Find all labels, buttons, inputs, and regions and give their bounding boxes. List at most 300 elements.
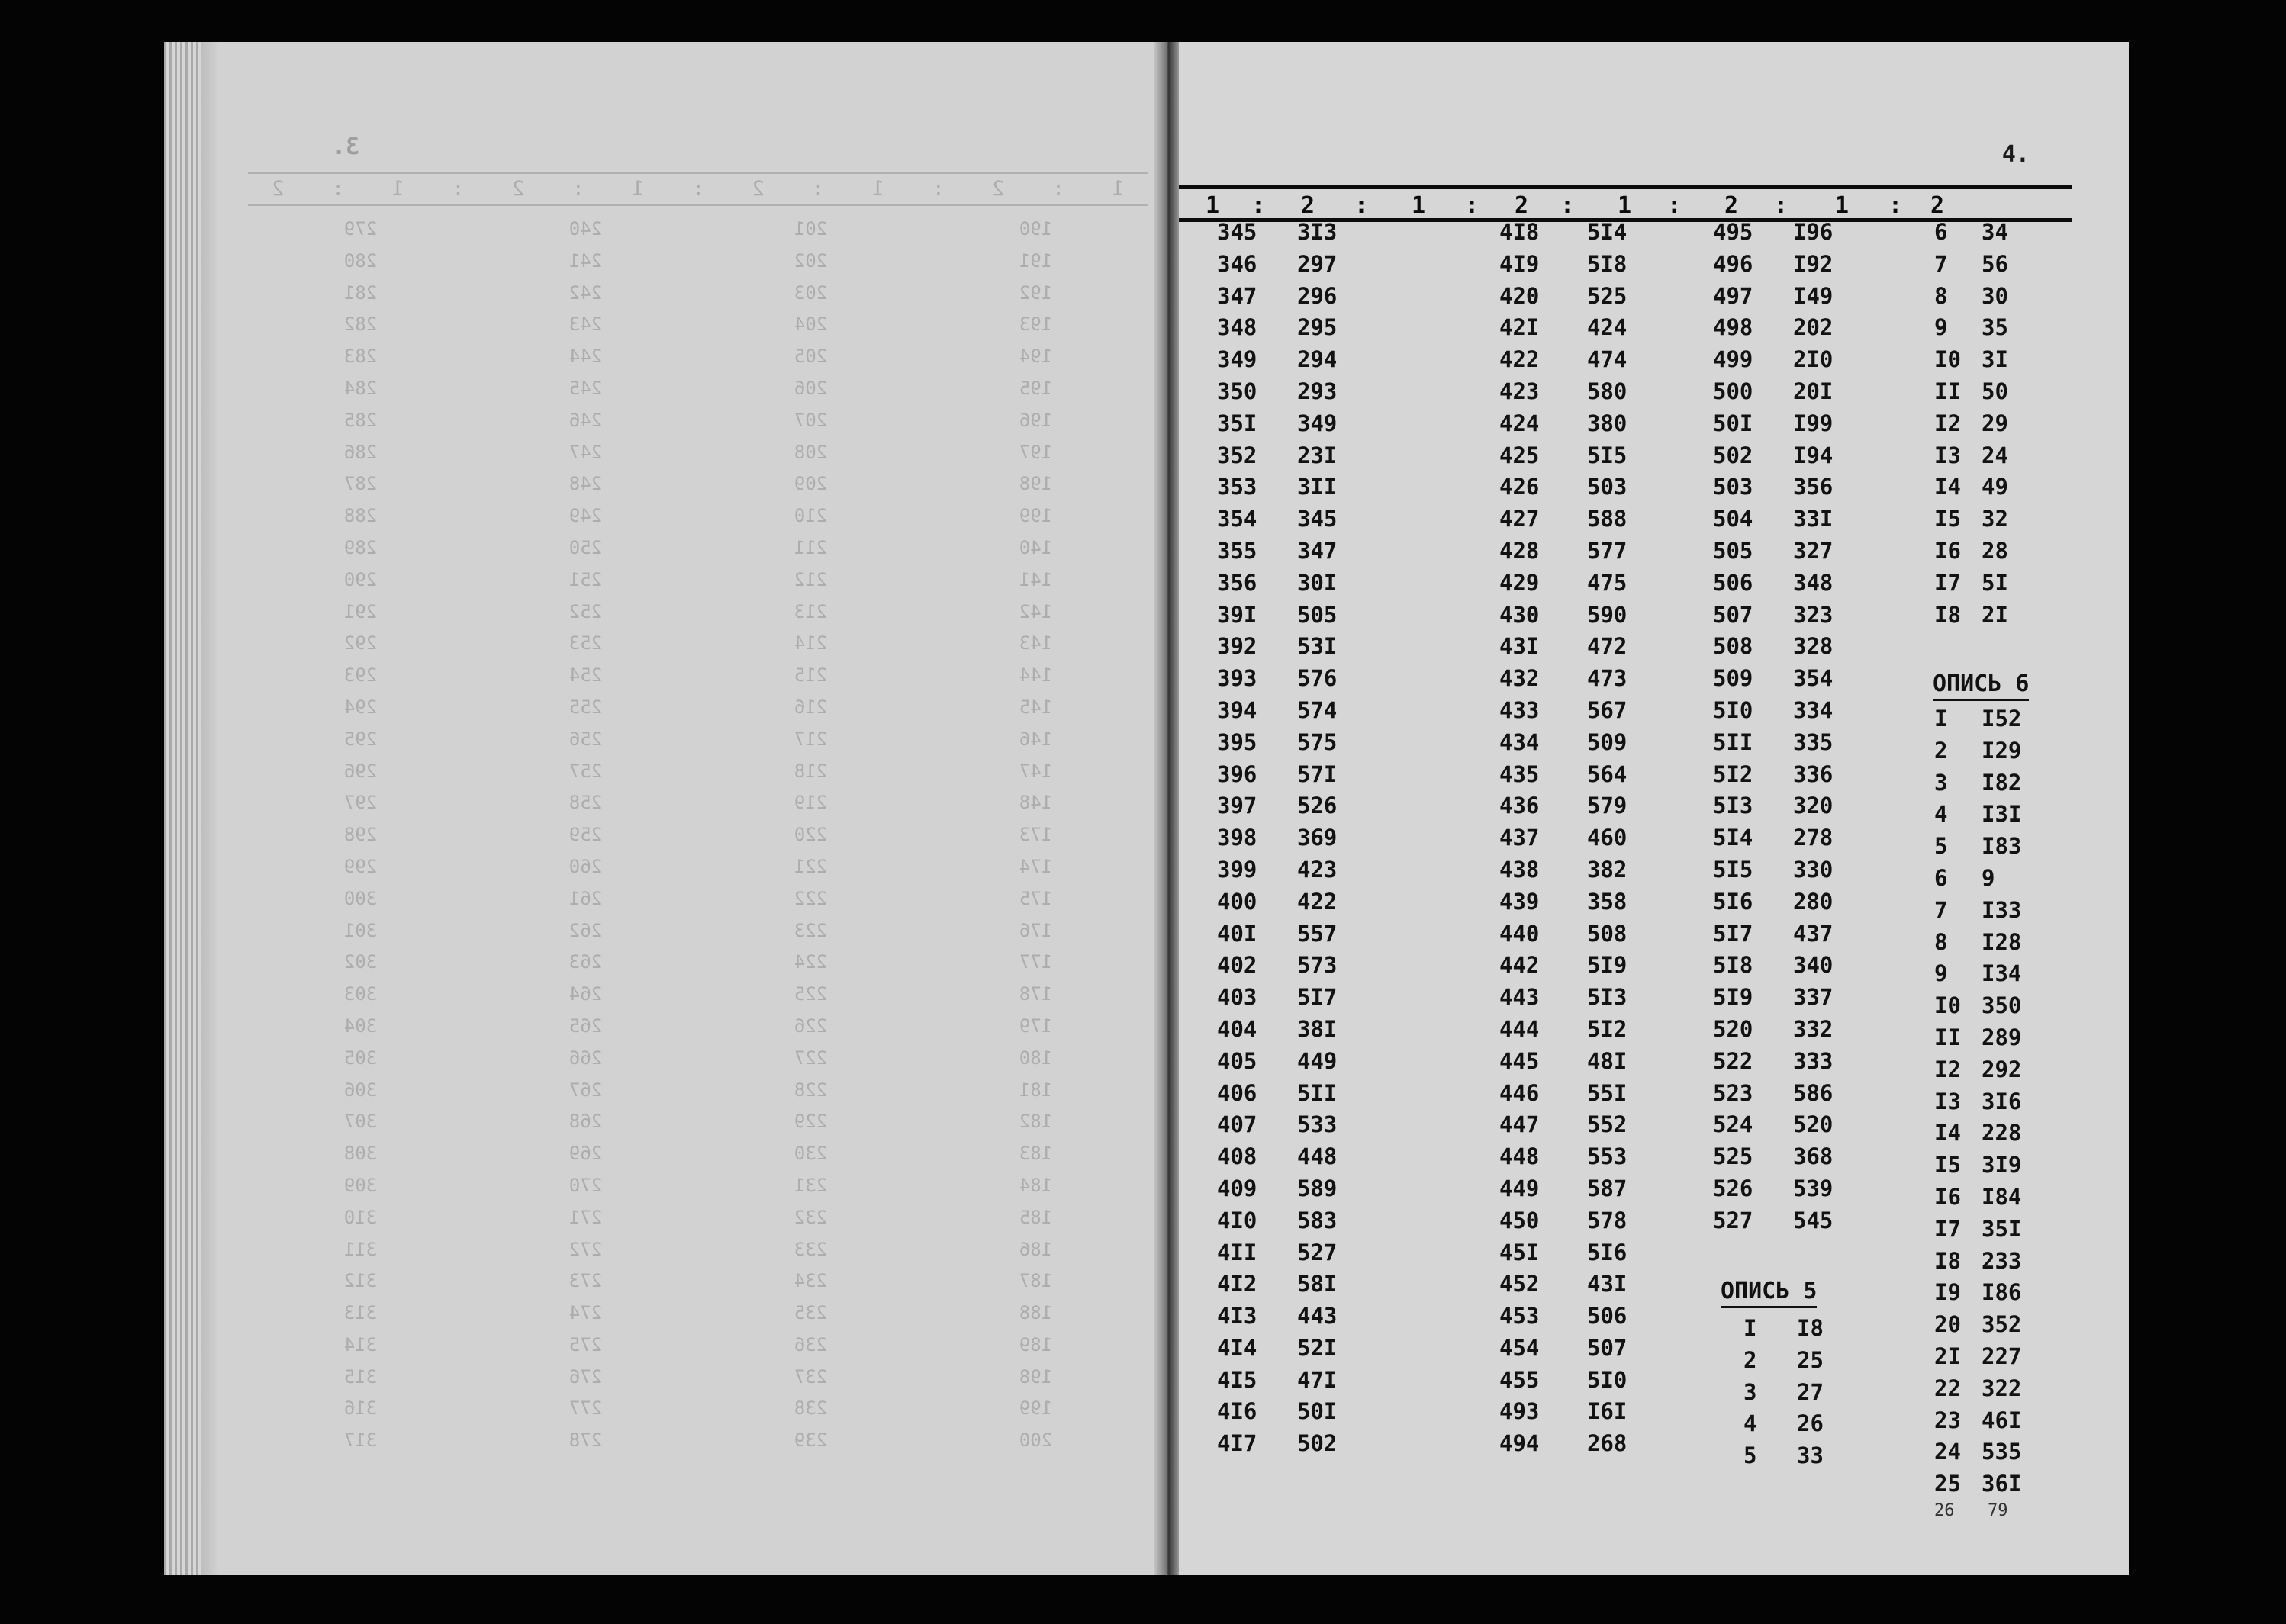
bleed-value: 209 [794, 473, 828, 495]
number-cell: 520 [1793, 1111, 1834, 1138]
number-cell: 53I [1297, 633, 1338, 660]
bleed-value: 216 [794, 696, 828, 718]
number-cell: 336 [1793, 761, 1834, 787]
bleed-value: 142 [1019, 600, 1053, 622]
header-cell: 2 [1301, 192, 1315, 219]
bleed-value: 242 [568, 281, 603, 304]
number-cell: I29 [1982, 737, 2022, 764]
number-cell: 294 [1297, 346, 1338, 373]
number-cell: 358 [1587, 888, 1628, 915]
number-cell: 4I7 [1217, 1430, 1257, 1457]
number-cell: 508 [1713, 633, 1753, 660]
bleed-value: 198 [1019, 1365, 1053, 1388]
number-cell: 345 [1297, 506, 1338, 532]
number-cell: 278 [1793, 825, 1834, 851]
number-cell: 448 [1499, 1143, 1540, 1170]
bleed-value: 235 [794, 1302, 828, 1324]
number-cell: 9 [1934, 314, 1948, 341]
bleed-value: 266 [568, 1047, 603, 1069]
number-cell: 409 [1217, 1175, 1257, 1201]
bleed-value: 199 [1019, 505, 1053, 527]
number-cell: 454 [1499, 1334, 1540, 1361]
number-cell: 447 [1499, 1111, 1540, 1138]
number-cell: 23I [1297, 442, 1338, 468]
bleed-value: 212 [794, 568, 828, 590]
number-cell: 526 [1297, 793, 1338, 819]
number-cell: 5II [1713, 728, 1753, 755]
bleed-value: 255 [568, 696, 603, 718]
bleed-value: 227 [794, 1047, 828, 1069]
number-cell: 435 [1499, 761, 1540, 787]
number-cell: I83 [1982, 833, 2022, 860]
bleed-header-cell: : [572, 177, 584, 201]
number-cell: 535 [1982, 1439, 2022, 1465]
page-edge-shadow [201, 42, 217, 1575]
bleed-value: 264 [568, 983, 603, 1005]
number-cell: 445 [1499, 1047, 1540, 1074]
number-cell: I [1743, 1315, 1757, 1341]
number-cell: 493 [1499, 1398, 1540, 1425]
number-cell: 46I [1982, 1407, 2022, 1433]
bleed-value: 194 [1019, 346, 1053, 368]
number-cell: 557 [1297, 920, 1338, 947]
number-cell: I [1934, 706, 1948, 732]
number-cell: 583 [1297, 1207, 1338, 1233]
bleed-value: 290 [343, 568, 378, 590]
bleed-value: 279 [343, 218, 378, 240]
number-cell: 437 [1793, 920, 1834, 947]
bleed-value: 301 [343, 919, 378, 941]
number-cell: 505 [1297, 601, 1338, 628]
bleed-value: 288 [343, 505, 378, 527]
bleed-value: 298 [343, 824, 378, 846]
number-cell: 34 [1982, 219, 2008, 245]
number-cell: 348 [1793, 569, 1834, 596]
bleed-value: 277 [568, 1397, 603, 1420]
number-cell: 588 [1587, 506, 1628, 532]
bleed-header-cell: 1 [871, 177, 885, 201]
number-cell: 432 [1499, 665, 1540, 692]
number-cell: 494 [1499, 1430, 1540, 1457]
bleed-value: 210 [794, 505, 828, 527]
number-cell: 380 [1587, 410, 1628, 436]
number-cell: 268 [1587, 1430, 1628, 1457]
number-cell: 3I3 [1297, 219, 1338, 245]
number-cell: 429 [1499, 569, 1540, 596]
number-cell: 576 [1297, 665, 1338, 692]
number-cell: 354 [1217, 506, 1257, 532]
number-cell: 450 [1499, 1207, 1540, 1233]
bleed-value: 284 [343, 377, 378, 399]
bleed-value: 191 [1019, 249, 1053, 272]
number-cell: 393 [1217, 665, 1257, 692]
number-cell: 7 [1934, 250, 1948, 277]
number-cell: 424 [1587, 314, 1628, 341]
bleed-value: 291 [343, 600, 378, 622]
number-cell: 24 [1934, 1439, 1961, 1465]
number-cell: 504 [1713, 506, 1753, 532]
left-page-number: 3. [332, 133, 360, 160]
number-cell: 2I [1934, 1343, 1961, 1369]
bleed-value: 297 [343, 792, 378, 814]
number-cell: 422 [1297, 888, 1338, 915]
number-cell: 449 [1499, 1175, 1540, 1201]
number-cell: 434 [1499, 728, 1540, 755]
header-cell: : [1667, 192, 1682, 219]
number-cell: 509 [1713, 665, 1753, 692]
number-cell: 350 [1982, 992, 2022, 1019]
number-cell: 5 [1934, 833, 1948, 860]
number-cell: 406 [1217, 1079, 1257, 1106]
bleed-value: 176 [1019, 919, 1053, 941]
bleed-value: 197 [1019, 441, 1053, 463]
number-cell: 43I [1587, 1271, 1628, 1298]
number-cell: 35 [1982, 314, 2008, 341]
bleed-header-cell: 1 [391, 177, 404, 201]
number-cell: 346 [1217, 250, 1257, 277]
number-cell: I94 [1793, 442, 1834, 468]
number-cell: 3I9 [1982, 1152, 2022, 1179]
header-cell: : [1465, 192, 1479, 219]
number-cell: 8 [1934, 282, 1948, 309]
number-cell: 40I [1217, 920, 1257, 947]
number-cell: 43I [1499, 633, 1540, 660]
number-cell: 3 [1743, 1378, 1757, 1405]
bleed-value: 280 [343, 249, 378, 272]
bleed-value: 271 [568, 1206, 603, 1228]
number-cell: 5I6 [1587, 1239, 1628, 1265]
number-cell: 395 [1217, 728, 1257, 755]
number-cell: 527 [1297, 1239, 1338, 1265]
bleed-value: 308 [343, 1143, 378, 1165]
number-cell: 400 [1217, 888, 1257, 915]
bleed-value: 303 [343, 983, 378, 1005]
number-cell: 509 [1587, 728, 1628, 755]
number-cell: 444 [1499, 1015, 1540, 1042]
number-cell: 553 [1587, 1143, 1628, 1170]
number-cell: I0 [1934, 346, 1961, 373]
number-cell: I3 [1934, 1088, 1961, 1114]
bleed-value: 262 [568, 919, 603, 941]
number-cell: 525 [1587, 282, 1628, 309]
bleed-value: 231 [794, 1174, 828, 1196]
number-cell: 38I [1297, 1015, 1338, 1042]
bleed-value: 261 [568, 887, 603, 909]
number-cell: I4 [1934, 474, 1961, 500]
bleed-value: 199 [1019, 1397, 1053, 1420]
number-cell: 39I [1217, 601, 1257, 628]
number-cell: I9 [1934, 1279, 1961, 1306]
bleed-value: 217 [794, 728, 828, 750]
bleed-cell [794, 214, 827, 1457]
number-cell: 460 [1587, 825, 1628, 851]
header-cell: 1 [1835, 192, 1850, 219]
number-cell: 5I4 [1713, 825, 1753, 851]
bleed-value: 238 [794, 1397, 828, 1420]
bleed-column [794, 214, 827, 1457]
number-cell: 577 [1587, 537, 1628, 564]
bleed-value: 202 [794, 249, 828, 272]
bleed-value: 204 [794, 314, 828, 336]
number-cell: 333 [1793, 1047, 1834, 1074]
number-cell: 55I [1587, 1079, 1628, 1106]
bleed-value: 237 [794, 1365, 828, 1388]
bleed-value: 269 [568, 1143, 603, 1165]
number-cell: 3II [1297, 474, 1338, 500]
header-cell: : [1888, 192, 1903, 219]
number-cell: 496 [1713, 250, 1753, 277]
bleed-value: 144 [1019, 664, 1053, 687]
number-cell: I8 [1797, 1315, 1824, 1341]
bleed-value: 276 [568, 1365, 603, 1388]
number-cell: 348 [1217, 314, 1257, 341]
number-cell: 574 [1297, 696, 1338, 723]
bleed-value: 192 [1019, 281, 1053, 304]
number-cell: 5I8 [1713, 952, 1753, 979]
number-cell: 347 [1297, 537, 1338, 564]
number-cell: 5II [1297, 1079, 1338, 1106]
number-cell: 505 [1713, 537, 1753, 564]
number-cell: 5I4 [1587, 219, 1628, 245]
bleed-value: 293 [343, 664, 378, 687]
number-cell: 30 [1982, 282, 2008, 309]
number-cell: I96 [1793, 219, 1834, 245]
number-cell: I92 [1793, 250, 1834, 277]
number-cell: 335 [1793, 728, 1834, 755]
number-cell: 57I [1297, 761, 1338, 787]
number-cell: 4II [1217, 1239, 1257, 1265]
number-cell: 404 [1217, 1015, 1257, 1042]
bleed-value: 181 [1019, 1079, 1053, 1101]
number-cell: 590 [1587, 601, 1628, 628]
number-cell: 2I [1982, 601, 2008, 628]
number-cell: 539 [1793, 1175, 1834, 1201]
header-cell: 2 [1515, 192, 1529, 219]
number-cell: 356 [1793, 474, 1834, 500]
number-cell: 45I [1499, 1239, 1540, 1265]
number-cell: 438 [1499, 856, 1540, 883]
bleed-value: 251 [568, 568, 603, 590]
bleed-header-cell: : [812, 177, 825, 201]
number-cell: 5I9 [1713, 984, 1753, 1011]
bleed-value: 258 [568, 792, 603, 814]
left-page [164, 42, 1156, 1575]
bleed-value: 175 [1019, 887, 1053, 909]
bleed-value: 260 [568, 855, 603, 877]
number-cell: 442 [1499, 952, 1540, 979]
bleed-value: 311 [343, 1238, 378, 1260]
number-cell: 452 [1499, 1271, 1540, 1298]
bleed-header-cell: 2 [992, 177, 1005, 201]
number-cell: 50I [1297, 1398, 1338, 1425]
bleed-value: 215 [794, 664, 828, 687]
number-cell: 322 [1982, 1375, 2022, 1401]
number-cell: 20I [1793, 378, 1834, 404]
bleed-value: 246 [568, 409, 603, 431]
bleed-value: 252 [568, 600, 603, 622]
number-cell: 32 [1982, 506, 2008, 532]
header-cell: : [1560, 192, 1575, 219]
header-cell: : [1354, 192, 1369, 219]
number-cell: 407 [1217, 1111, 1257, 1138]
bleed-value: 285 [343, 409, 378, 431]
bleed-value: 317 [343, 1429, 378, 1452]
bleed-header-cell: 1 [1112, 177, 1125, 201]
bleed-value: 220 [794, 824, 828, 846]
number-cell: 3 [1934, 769, 1948, 796]
bleed-value: 259 [568, 824, 603, 846]
number-cell: 424 [1499, 410, 1540, 436]
number-cell: 25 [1797, 1346, 1824, 1373]
bleed-value: 256 [568, 728, 603, 750]
number-cell: 3I [1982, 346, 2008, 373]
number-cell: I49 [1793, 282, 1834, 309]
number-cell: 5I2 [1713, 761, 1753, 787]
number-cell: 5I8 [1587, 250, 1628, 277]
bleed-value: 146 [1019, 728, 1053, 750]
number-cell: 587 [1587, 1175, 1628, 1201]
number-cell: 35I [1217, 410, 1257, 436]
bleed-cell [344, 214, 377, 1457]
number-cell: 9 [1934, 960, 1948, 987]
number-cell: 58I [1297, 1271, 1338, 1298]
bleed-value: 287 [343, 473, 378, 495]
bleed-value: 232 [794, 1206, 828, 1228]
number-cell: I6 [1934, 537, 1961, 564]
number-cell: 453 [1499, 1303, 1540, 1330]
number-cell: 4I8 [1499, 219, 1540, 245]
bleed-value: 305 [343, 1047, 378, 1069]
bleed-value: 213 [794, 600, 828, 622]
bleed-value: 249 [568, 505, 603, 527]
number-cell: 345 [1217, 219, 1257, 245]
number-cell: 522 [1713, 1047, 1753, 1074]
number-cell: 356 [1217, 569, 1257, 596]
bleed-value: 230 [794, 1143, 828, 1165]
number-cell: 398 [1217, 825, 1257, 851]
number-cell: 50I [1713, 410, 1753, 436]
bleed-value: 221 [794, 855, 828, 877]
number-cell: 500 [1713, 378, 1753, 404]
number-cell: 368 [1793, 1143, 1834, 1170]
number-cell: 526 [1713, 1175, 1753, 1201]
header-cell: 2 [1724, 192, 1739, 219]
bleed-value: 228 [794, 1079, 828, 1101]
number-cell: I2 [1934, 1056, 1961, 1082]
bleed-value: 203 [794, 281, 828, 304]
number-cell: I0 [1934, 992, 1961, 1019]
number-cell: 580 [1587, 378, 1628, 404]
number-cell: 320 [1793, 793, 1834, 819]
number-cell: 2 [1934, 737, 1948, 764]
number-cell: 26 [1797, 1410, 1824, 1437]
number-cell: 2 [1743, 1346, 1757, 1373]
bleed-value: 313 [343, 1302, 378, 1324]
number-cell: 573 [1297, 952, 1338, 979]
number-cell: 327 [1793, 537, 1834, 564]
bleed-value: 201 [794, 218, 828, 240]
number-cell: 227 [1982, 1343, 2022, 1369]
number-cell: 394 [1217, 696, 1257, 723]
bleed-value: 177 [1019, 951, 1053, 973]
number-cell: 436 [1499, 793, 1540, 819]
number-cell: I4 [1934, 1120, 1961, 1146]
bleed-value: 195 [1019, 377, 1053, 399]
number-cell: 5I6 [1713, 888, 1753, 915]
bleed-value: 236 [794, 1333, 828, 1355]
bleed-value: 239 [794, 1429, 828, 1452]
number-cell: 337 [1793, 984, 1834, 1011]
number-cell: 354 [1793, 665, 1834, 692]
number-cell: I86 [1982, 1279, 2022, 1306]
bleed-value: 186 [1019, 1238, 1053, 1260]
bleed-value: 219 [794, 792, 828, 814]
number-cell: 293 [1297, 378, 1338, 404]
bleed-value: 241 [568, 249, 603, 272]
number-cell: 527 [1713, 1207, 1753, 1233]
number-cell: 35I [1982, 1215, 2022, 1242]
bleed-value: 267 [568, 1079, 603, 1101]
number-cell: 506 [1587, 1303, 1628, 1330]
bleed-value: 180 [1019, 1047, 1053, 1069]
number-cell: 440 [1499, 920, 1540, 947]
bleed-value: 185 [1019, 1206, 1053, 1228]
bleed-value: 245 [568, 377, 603, 399]
bleed-header-cell: 2 [752, 177, 765, 201]
bleed-value: 183 [1019, 1143, 1053, 1165]
number-cell: 520 [1713, 1015, 1753, 1042]
number-cell: I82 [1982, 769, 2022, 796]
number-cell: 332 [1793, 1015, 1834, 1042]
number-cell: 403 [1217, 984, 1257, 1011]
bleed-value: 299 [343, 855, 378, 877]
number-cell: 448 [1297, 1143, 1338, 1170]
page-edges [164, 42, 201, 1575]
number-cell: 425 [1499, 442, 1540, 468]
number-cell: I7 [1934, 1215, 1961, 1242]
bleed-value: 247 [568, 441, 603, 463]
bleed-value: 140 [1019, 536, 1053, 558]
number-cell: 4I5 [1217, 1366, 1257, 1393]
number-cell: 5I9 [1587, 952, 1628, 979]
opis-6-title: ОПИСЬ 6 [1933, 671, 2029, 701]
number-cell: 545 [1793, 1207, 1834, 1233]
bleed-value: 211 [794, 536, 828, 558]
number-cell: 52I [1297, 1334, 1338, 1361]
number-cell: 475 [1587, 569, 1628, 596]
number-cell: 433 [1499, 696, 1540, 723]
bleed-value: 148 [1019, 792, 1053, 814]
number-cell: 5I2 [1587, 1015, 1628, 1042]
number-cell: 280 [1793, 888, 1834, 915]
table-header [1179, 185, 2072, 222]
opis-5-title: ОПИСЬ 5 [1721, 1278, 1817, 1308]
bleed-value: 222 [794, 887, 828, 909]
number-cell: 297 [1297, 250, 1338, 277]
header-cell: 1 [1618, 192, 1632, 219]
number-cell: 5I7 [1713, 920, 1753, 947]
number-cell: 292 [1982, 1056, 2022, 1082]
number-cell: I5 [1934, 506, 1961, 532]
number-cell: 36I [1982, 1471, 2022, 1497]
number-cell: 382 [1587, 856, 1628, 883]
number-cell: 397 [1217, 793, 1257, 819]
number-cell: 28 [1982, 537, 2008, 564]
header-cell: 1 [1206, 192, 1220, 219]
number-cell: 5 [1743, 1442, 1757, 1469]
number-cell: 352 [1217, 442, 1257, 468]
number-cell: 399 [1217, 856, 1257, 883]
